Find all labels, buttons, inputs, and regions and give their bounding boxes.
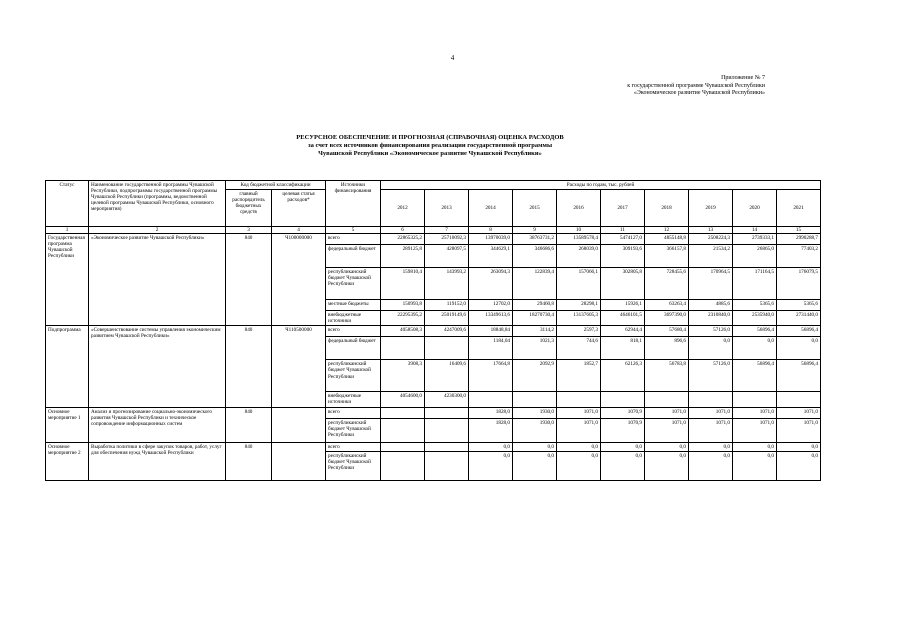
value-cell: 18848,84 <box>469 326 513 337</box>
value-cell: 309193,6 <box>601 245 645 268</box>
value-cell: 4230300,0 <box>425 392 469 407</box>
value-cell: 1071,0 <box>645 407 689 418</box>
value-cell: 62944,4 <box>601 326 645 337</box>
value-cell: 22295395,2 <box>381 311 425 326</box>
value-cell: 1071,0 <box>557 407 601 418</box>
value-cell: 346686,6 <box>513 245 557 268</box>
table-row <box>46 407 821 418</box>
value-cell: 4054600,0 <box>381 392 425 407</box>
value-cell: 0,0 <box>689 451 733 480</box>
value-cell <box>425 451 469 480</box>
value-cell: 0,0 <box>777 451 821 480</box>
grbs-header: главный распорядитель бюджетных средств <box>226 190 272 227</box>
value-cell: 56896,4 <box>777 326 821 337</box>
title-line: РЕСУРСНОЕ ОБЕСПЕЧЕНИЕ И ПРОГНОЗНАЯ (СПРАВОЧНАЯ) ОЦЕНКА РАСХОДОВ <box>296 134 564 141</box>
value-cell <box>381 337 425 360</box>
value-cell: 1828,0 <box>469 407 513 418</box>
column-number: 14 <box>733 227 777 234</box>
value-cell: 56783,8 <box>645 360 689 392</box>
column-number: 1 <box>46 227 89 234</box>
value-cell: 0,0 <box>777 442 821 451</box>
grbs-cell: 840 <box>226 407 272 442</box>
value-cell: 1071,0 <box>733 418 777 442</box>
column-number: 5 <box>326 227 381 234</box>
value-cell <box>557 392 601 407</box>
value-cell: 2731440,0 <box>777 311 821 326</box>
value-cell: 1852,7 <box>557 360 601 392</box>
value-cell: 3908,3 <box>381 360 425 392</box>
value-cell: 4058508,3 <box>381 326 425 337</box>
value-cell: 17664,8 <box>469 360 513 392</box>
value-cell: 63263,4 <box>645 300 689 311</box>
value-cell: 1828,0 <box>469 418 513 442</box>
column-number: 3 <box>226 227 272 234</box>
value-cell: 16409,6 <box>425 360 469 392</box>
column-number: 6 <box>381 227 425 234</box>
value-cell <box>425 418 469 442</box>
name-header: Наименование государственной программы Чувашской Республики, подпрограммы государственной программы Чувашской Республики (программы, ведомственной целевой программы Чувашской Республики, основного мероприятия) <box>89 181 226 227</box>
source-cell: всего <box>326 442 381 451</box>
appendix-note <box>627 75 765 98</box>
column-number: 7 <box>425 227 469 234</box>
value-cell: 18270730,4 <box>513 311 557 326</box>
value-cell: 21534,2 <box>689 245 733 268</box>
value-cell <box>381 442 425 451</box>
program-name-cell: «Экономическое развитие Чувашской Республики» <box>89 234 226 326</box>
value-cell: 15926,1 <box>601 300 645 311</box>
status-cell: Государственная программа Чувашской Республики <box>46 234 89 326</box>
value-cell: 13349613,6 <box>469 311 513 326</box>
value-cell: 4646101,5 <box>601 311 645 326</box>
value-cell: 0,0 <box>601 442 645 451</box>
value-cell <box>689 392 733 407</box>
value-cell: 5474127,0 <box>601 234 645 245</box>
value-cell: 26865,0 <box>733 245 777 268</box>
column-number: 13 <box>689 227 733 234</box>
value-cell: 57680,4 <box>645 326 689 337</box>
table-row <box>46 326 821 337</box>
column-number-row <box>46 227 821 234</box>
target-cell <box>272 407 326 442</box>
value-cell: 38763731,2 <box>513 234 557 245</box>
table-body <box>46 234 821 480</box>
value-cell: 2310840,0 <box>689 311 733 326</box>
column-number: 4 <box>272 227 326 234</box>
value-cell: 268039,0 <box>557 245 601 268</box>
appendix-line: «Экономическое развитие Чувашской Республики» <box>633 90 765 96</box>
document-title <box>190 134 670 158</box>
value-cell: 0,0 <box>733 442 777 451</box>
source-cell: федеральный бюджет <box>326 245 381 268</box>
status-cell: Подпрограмма <box>46 326 89 407</box>
value-cell: 2990288,7 <box>777 234 821 245</box>
source-cell: местные бюджеты <box>326 300 381 311</box>
value-cell: 2092,9 <box>513 360 557 392</box>
value-cell: 56896,4 <box>733 360 777 392</box>
value-cell: 0,0 <box>601 451 645 480</box>
year-header: 2014 <box>469 190 513 227</box>
target-cell: Ч110500000 <box>272 326 326 407</box>
value-cell: 25019149,6 <box>425 311 469 326</box>
value-cell: 428097,5 <box>425 245 469 268</box>
year-header: 2018 <box>645 190 689 227</box>
value-cell <box>381 407 425 418</box>
source-cell: федеральный бюджет <box>326 337 381 360</box>
title-line: за счет всех источников финансирования реализации государственной программы <box>307 142 553 149</box>
value-cell: 57126,0 <box>689 326 733 337</box>
value-cell: 2535940,0 <box>733 311 777 326</box>
value-cell: 12702,0 <box>469 300 513 311</box>
year-header: 2019 <box>689 190 733 227</box>
title-line: Чувашской Республики «Экономическое развитие Чувашской Республики» <box>318 150 542 157</box>
value-cell: 0,0 <box>689 442 733 451</box>
value-cell: 0,0 <box>557 442 601 451</box>
value-cell: 0,0 <box>689 337 733 360</box>
source-cell: внебюджетные источники <box>326 392 381 407</box>
value-cell: 0,0 <box>469 451 513 480</box>
appendix-line: к государственной программе Чувашской Республики <box>627 82 765 89</box>
target-header: целевая статья расходов* <box>272 190 326 227</box>
value-cell: 4855148,8 <box>645 234 689 245</box>
column-number: 10 <box>557 227 601 234</box>
value-cell <box>777 392 821 407</box>
program-name-cell: Выработка политики в сфере закупок товаров, работ, услуг для обеспечения нужд Чувашской Республики <box>89 442 226 480</box>
value-cell: 1071,0 <box>777 407 821 418</box>
value-cell: 0,0 <box>733 337 777 360</box>
value-cell: 57126,0 <box>689 360 733 392</box>
status-cell: Основное мероприятие 1 <box>46 407 89 442</box>
value-cell: 1071,0 <box>689 407 733 418</box>
value-cell: 263094,3 <box>469 268 513 300</box>
value-cell <box>601 392 645 407</box>
value-cell: 728455,6 <box>645 268 689 300</box>
value-cell: 4247009,6 <box>425 326 469 337</box>
year-header: 2013 <box>425 190 469 227</box>
source-cell: внебюджетные источники <box>326 311 381 326</box>
value-cell: 1070,9 <box>601 407 645 418</box>
value-cell: 171164,5 <box>733 268 777 300</box>
value-cell: 157066,1 <box>557 268 601 300</box>
value-cell <box>645 392 689 407</box>
value-cell <box>513 392 557 407</box>
value-cell <box>733 392 777 407</box>
value-cell: 289125,8 <box>381 245 425 268</box>
years-caption: Расходы по годам, тыс. рублей <box>381 181 821 190</box>
value-cell: 1184,04 <box>469 337 513 360</box>
year-header: 2020 <box>733 190 777 227</box>
value-cell: 5365,6 <box>733 300 777 311</box>
value-cell: 13589578,4 <box>557 234 601 245</box>
status-header: Статус <box>46 181 89 227</box>
value-cell: 0,0 <box>513 442 557 451</box>
source-cell: республиканский бюджет Чувашской Республики <box>326 268 381 300</box>
program-name-cell: «Совершенствование системы управления экономическим развитием Чувашской Республики» <box>89 326 226 407</box>
value-cell: 744,6 <box>557 337 601 360</box>
appendix-line: Приложение № 7 <box>721 75 765 81</box>
value-cell: 25710092,3 <box>425 234 469 245</box>
value-cell: 13137605,3 <box>557 311 601 326</box>
value-cell: 1930,0 <box>513 407 557 418</box>
column-number: 8 <box>469 227 513 234</box>
value-cell: 176079,5 <box>777 268 821 300</box>
value-cell: 1071,0 <box>645 418 689 442</box>
value-cell: 818,1 <box>601 337 645 360</box>
value-cell: 1071,0 <box>557 418 601 442</box>
value-cell: 4885,6 <box>689 300 733 311</box>
column-number: 2 <box>89 227 226 234</box>
value-cell: 143993,2 <box>425 268 469 300</box>
page-number: 4 <box>450 54 455 62</box>
value-cell: 366157,8 <box>645 245 689 268</box>
grbs-cell: 840 <box>226 234 272 326</box>
target-cell: Ч100000000 <box>272 234 326 326</box>
value-cell: 150993,8 <box>381 300 425 311</box>
source-cell: всего <box>326 326 381 337</box>
value-cell: 22865325,2 <box>381 234 425 245</box>
year-header: 2017 <box>601 190 645 227</box>
value-cell <box>469 392 513 407</box>
value-cell: 2508224,3 <box>689 234 733 245</box>
value-cell: 0,0 <box>469 442 513 451</box>
value-cell: 1021,3 <box>513 337 557 360</box>
value-cell: 1930,0 <box>513 418 557 442</box>
value-cell: 0,0 <box>557 451 601 480</box>
value-cell: 896,6 <box>645 337 689 360</box>
header-row <box>46 181 821 190</box>
status-cell: Основное мероприятие 2 <box>46 442 89 480</box>
column-number: 12 <box>645 227 689 234</box>
year-header: 2016 <box>557 190 601 227</box>
value-cell <box>381 418 425 442</box>
value-cell: 77403,2 <box>777 245 821 268</box>
value-cell: 170964,5 <box>689 268 733 300</box>
grbs-cell: 840 <box>226 326 272 407</box>
budget-code-header: Код бюджетной классификации <box>226 181 326 190</box>
source-cell: республиканский бюджет Чувашской Республики <box>326 360 381 392</box>
column-number: 9 <box>513 227 557 234</box>
value-cell: 0,0 <box>733 451 777 480</box>
value-cell: 5365,6 <box>777 300 821 311</box>
value-cell: 159810,4 <box>381 268 425 300</box>
table-row <box>46 234 821 245</box>
value-cell: 0,0 <box>645 442 689 451</box>
value-cell: 56896,4 <box>733 326 777 337</box>
program-name-cell: Анализ и прогнозирование социально-экономического развития Чувашской Республики и техническое сопровождение информационных систем <box>89 407 226 442</box>
source-cell: республиканский бюджет Чувашской Республики <box>326 418 381 442</box>
resource-table <box>45 180 821 481</box>
source-cell: республиканский бюджет Чувашской Республики <box>326 451 381 480</box>
year-header: 2015 <box>513 190 557 227</box>
value-cell: 3114,2 <box>513 326 557 337</box>
value-cell: 2739333,1 <box>733 234 777 245</box>
value-cell: 56896,4 <box>777 360 821 392</box>
value-cell: 3697390,0 <box>645 311 689 326</box>
value-cell: 0,0 <box>645 451 689 480</box>
source-cell: всего <box>326 407 381 418</box>
target-cell <box>272 442 326 480</box>
value-cell: 344629,1 <box>469 245 513 268</box>
value-cell: 13970039,0 <box>469 234 513 245</box>
value-cell: 28298,1 <box>557 300 601 311</box>
column-number: 11 <box>601 227 645 234</box>
grbs-cell: 840 <box>226 442 272 480</box>
year-header: 2012 <box>381 190 425 227</box>
value-cell: 1071,0 <box>733 407 777 418</box>
source-header: Источники финансирования <box>326 181 381 227</box>
value-cell <box>425 442 469 451</box>
year-header: 2021 <box>777 190 821 227</box>
value-cell: 62126,3 <box>601 360 645 392</box>
value-cell: 2597,3 <box>557 326 601 337</box>
value-cell: 1070,9 <box>601 418 645 442</box>
table-row <box>46 442 821 451</box>
value-cell: 119152,0 <box>425 300 469 311</box>
value-cell <box>425 337 469 360</box>
value-cell: 122839,4 <box>513 268 557 300</box>
source-cell: всего <box>326 234 381 245</box>
value-cell: 1071,0 <box>777 418 821 442</box>
value-cell: 302805,8 <box>601 268 645 300</box>
value-cell: 0,0 <box>777 337 821 360</box>
value-cell: 29460,8 <box>513 300 557 311</box>
column-number: 15 <box>777 227 821 234</box>
value-cell <box>381 451 425 480</box>
value-cell: 0,0 <box>513 451 557 480</box>
value-cell <box>425 407 469 418</box>
value-cell: 1071,0 <box>689 418 733 442</box>
